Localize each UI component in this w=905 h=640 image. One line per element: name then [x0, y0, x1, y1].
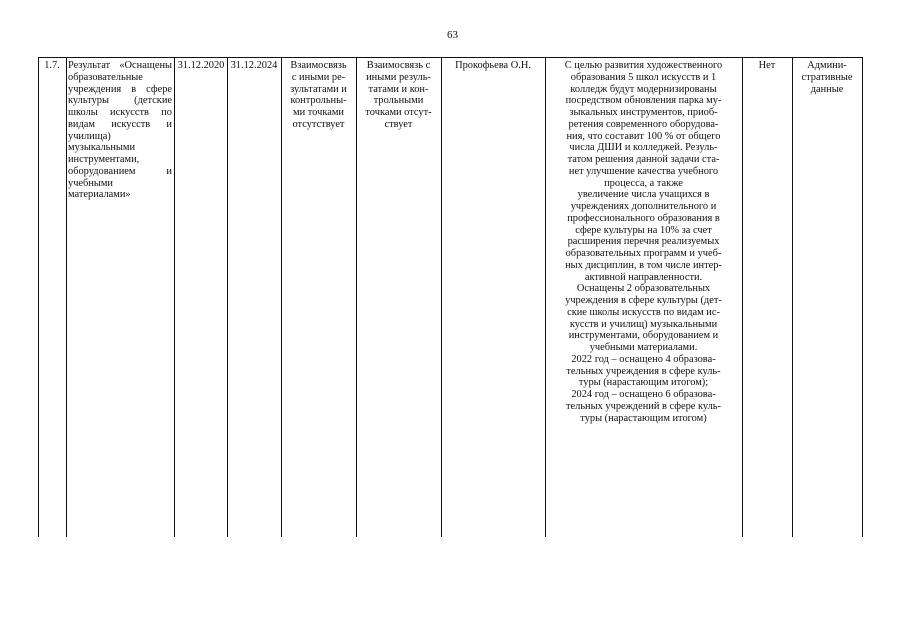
result-cell: Результат «Оснащены образовательные учреждения в сфере культуры (детские школы искусств по видам искусств и училища) музыкальными инструментами, оборудованием и учебными материалами»	[68, 60, 172, 201]
table-top-border	[38, 57, 863, 58]
column-border	[66, 57, 67, 537]
responsible-cell: Прокофьева О.Н.	[455, 60, 531, 71]
row-number-cell: 1.7.	[44, 60, 60, 71]
end-date-cell: 31.12.2024	[230, 60, 278, 71]
column-border	[38, 57, 39, 537]
start-date-cell: 31.12.2020	[177, 60, 225, 71]
description-cell: С целью развития художественного образования 5 школ искусств и 1 колледж будут модернизированы посредством обновления парка му- зыкальных инструментов, приоб- ретения современного оборудова- ния, что составит 100 % от общего числа ДШИ и колледжей. Резуль- татом решения данной задачи ста- нет улучшение качества учебного процесса, а также увеличение числа учащихся в учреждениях дополнительного и профессионального образования в сфере культуры на 10% за счет расширения перечня реализуемых образовательных программ и учеб- ных дисциплин, в том числе интер- активной направленности. Оснащены 2 образовательных учреждения в сфере культуры (дет- ские школы искусств по видам ис- кусств и училищ) музыкальными инструментами, оборудованием и учебными материалами. 2022 год – оснащено 4 образова- тельных учреждения в сфере куль- туры (нарастающим итогом); 2024 год – оснащено 6 образова- тельных учреждений в сфере куль- туры (нарастающим итогом)	[564, 60, 723, 424]
column-border	[742, 57, 743, 537]
link-checkpoints-cell: Взаимосвязь с иными резуль- татами и кон- трольными точками отсут- ствует	[365, 60, 432, 130]
column-border	[792, 57, 793, 537]
column-border	[174, 57, 175, 537]
source-cell: Админи- стративные данные	[801, 60, 853, 95]
flag-cell: Нет	[758, 60, 776, 71]
column-border	[441, 57, 442, 537]
page-number: 63	[447, 29, 458, 41]
column-border	[862, 57, 863, 537]
link-results-cell: Взаимосвязь с иными ре- зультатами и контрольны- ми точками отсутствует	[290, 60, 347, 130]
column-border	[227, 57, 228, 537]
plan-table	[38, 57, 863, 537]
